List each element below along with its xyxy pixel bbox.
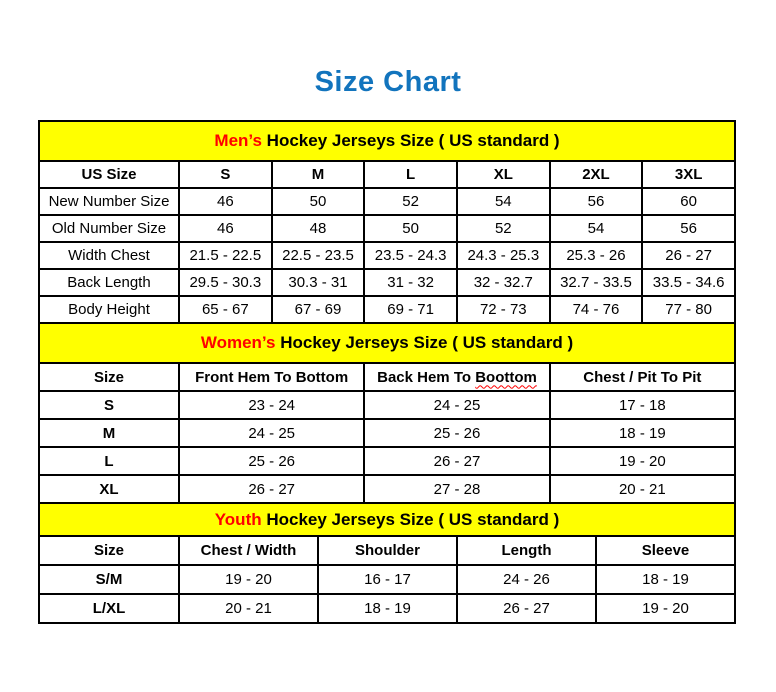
value-cell: 29.5 - 30.3 — [179, 269, 272, 296]
table-row — [39, 565, 735, 594]
value-cell: 74 - 76 — [550, 296, 643, 323]
value-cell: 30.3 - 31 — [272, 269, 365, 296]
table-row — [39, 296, 735, 323]
column-header-cell: US Size — [39, 161, 179, 188]
womens-section-rest: Hockey Jerseys Size ( US standard ) — [275, 333, 574, 352]
value-cell: 27 - 28 — [364, 475, 549, 503]
value-cell: 52 — [364, 188, 457, 215]
mens-section-rest: Hockey Jerseys Size ( US standard ) — [261, 131, 560, 150]
column-header-cell: M — [272, 161, 365, 188]
value-cell: 50 — [364, 215, 457, 242]
value-cell: 67 - 69 — [272, 296, 365, 323]
mens-section-header — [39, 121, 735, 161]
back-hem-prefix: Back Hem To — [377, 368, 476, 386]
value-cell: 50 — [272, 188, 365, 215]
value-cell: 18 - 19 — [596, 565, 735, 594]
value-cell: 48 — [272, 215, 365, 242]
value-cell: 23 - 24 — [179, 391, 364, 419]
value-cell: 32.7 - 33.5 — [550, 269, 643, 296]
column-header-cell: XL — [457, 161, 550, 188]
column-header-cell: Size — [39, 363, 179, 391]
value-cell: 46 — [179, 215, 272, 242]
mens-band-row — [39, 121, 735, 161]
value-cell: 26 - 27 — [642, 242, 735, 269]
value-cell: 72 - 73 — [457, 296, 550, 323]
column-header-cell: Size — [39, 536, 179, 565]
value-cell: 18 - 19 — [318, 594, 457, 623]
value-cell: 31 - 32 — [364, 269, 457, 296]
column-header-cell: L — [364, 161, 457, 188]
size-tables-container — [38, 120, 738, 624]
row-label-cell: L/XL — [39, 594, 179, 623]
womens-band-row — [39, 323, 735, 363]
womens-section-accent: Women’s — [200, 333, 276, 352]
youth-section-rest: Hockey Jerseys Size ( US standard ) — [261, 509, 560, 529]
value-cell: 26 - 27 — [457, 594, 596, 623]
table-row — [39, 242, 735, 269]
table-row — [39, 391, 735, 419]
youth-section-accent: Youth — [214, 509, 262, 529]
column-header-cell: Chest / Width — [179, 536, 318, 565]
value-cell: 21.5 - 22.5 — [179, 242, 272, 269]
value-cell: 19 - 20 — [179, 565, 318, 594]
value-cell: 19 - 20 — [550, 447, 735, 475]
value-cell: 17 - 18 — [550, 391, 735, 419]
row-label-cell: Back Length — [39, 269, 179, 296]
value-cell: 54 — [457, 188, 550, 215]
value-cell: 19 - 20 — [596, 594, 735, 623]
table-row — [39, 594, 735, 623]
table-row — [39, 188, 735, 215]
column-header-cell: Length — [457, 536, 596, 565]
mens-size-table — [38, 120, 736, 324]
column-header-cell: Chest / Pit To Pit — [550, 363, 735, 391]
value-cell: 33.5 - 34.6 — [642, 269, 735, 296]
value-cell: 20 - 21 — [550, 475, 735, 503]
row-label-cell: S/M — [39, 565, 179, 594]
value-cell: 22.5 - 23.5 — [272, 242, 365, 269]
column-header-cell: 3XL — [642, 161, 735, 188]
value-cell: 69 - 71 — [364, 296, 457, 323]
column-header-cell-misspelled — [364, 363, 549, 391]
value-cell: 77 - 80 — [642, 296, 735, 323]
value-cell: 24 - 25 — [364, 391, 549, 419]
row-label-cell: M — [39, 419, 179, 447]
row-label-cell: Width Chest — [39, 242, 179, 269]
value-cell: 23.5 - 24.3 — [364, 242, 457, 269]
table-row — [39, 419, 735, 447]
value-cell: 60 — [642, 188, 735, 215]
youth-section-header — [39, 503, 735, 536]
row-label-cell: XL — [39, 475, 179, 503]
value-cell: 56 — [550, 188, 643, 215]
row-label-cell: New Number Size — [39, 188, 179, 215]
youth-header-row — [39, 536, 735, 565]
page-title: Size Chart — [314, 66, 462, 98]
column-header-cell: Shoulder — [318, 536, 457, 565]
column-header-cell: Sleeve — [596, 536, 735, 565]
value-cell: 18 - 19 — [550, 419, 735, 447]
value-cell: 25 - 26 — [179, 447, 364, 475]
value-cell: 20 - 21 — [179, 594, 318, 623]
back-hem-misspelled-word: Boottom — [475, 368, 537, 386]
youth-band-row — [39, 503, 735, 536]
row-label-cell: Old Number Size — [39, 215, 179, 242]
womens-section-header — [39, 323, 735, 363]
row-label-cell: S — [39, 391, 179, 419]
value-cell: 52 — [457, 215, 550, 242]
value-cell: 46 — [179, 188, 272, 215]
mens-section-accent: Men’s — [214, 131, 262, 150]
value-cell: 25.3 - 26 — [550, 242, 643, 269]
value-cell: 65 - 67 — [179, 296, 272, 323]
table-row — [39, 215, 735, 242]
value-cell: 26 - 27 — [179, 475, 364, 503]
youth-size-table — [38, 502, 736, 624]
mens-header-row — [39, 161, 735, 188]
column-header-cell: S — [179, 161, 272, 188]
column-header-cell: Front Hem To Bottom — [179, 363, 364, 391]
value-cell: 25 - 26 — [364, 419, 549, 447]
womens-header-row — [39, 363, 735, 391]
value-cell: 56 — [642, 215, 735, 242]
column-header-cell: 2XL — [550, 161, 643, 188]
value-cell: 54 — [550, 215, 643, 242]
table-row — [39, 447, 735, 475]
table-row — [39, 269, 735, 296]
row-label-cell: L — [39, 447, 179, 475]
value-cell: 32 - 32.7 — [457, 269, 550, 296]
value-cell: 26 - 27 — [364, 447, 549, 475]
row-label-cell: Body Height — [39, 296, 179, 323]
value-cell: 24.3 - 25.3 — [457, 242, 550, 269]
womens-size-table — [38, 322, 736, 504]
table-row — [39, 475, 735, 503]
value-cell: 24 - 25 — [179, 419, 364, 447]
value-cell: 16 - 17 — [318, 565, 457, 594]
value-cell: 24 - 26 — [457, 565, 596, 594]
